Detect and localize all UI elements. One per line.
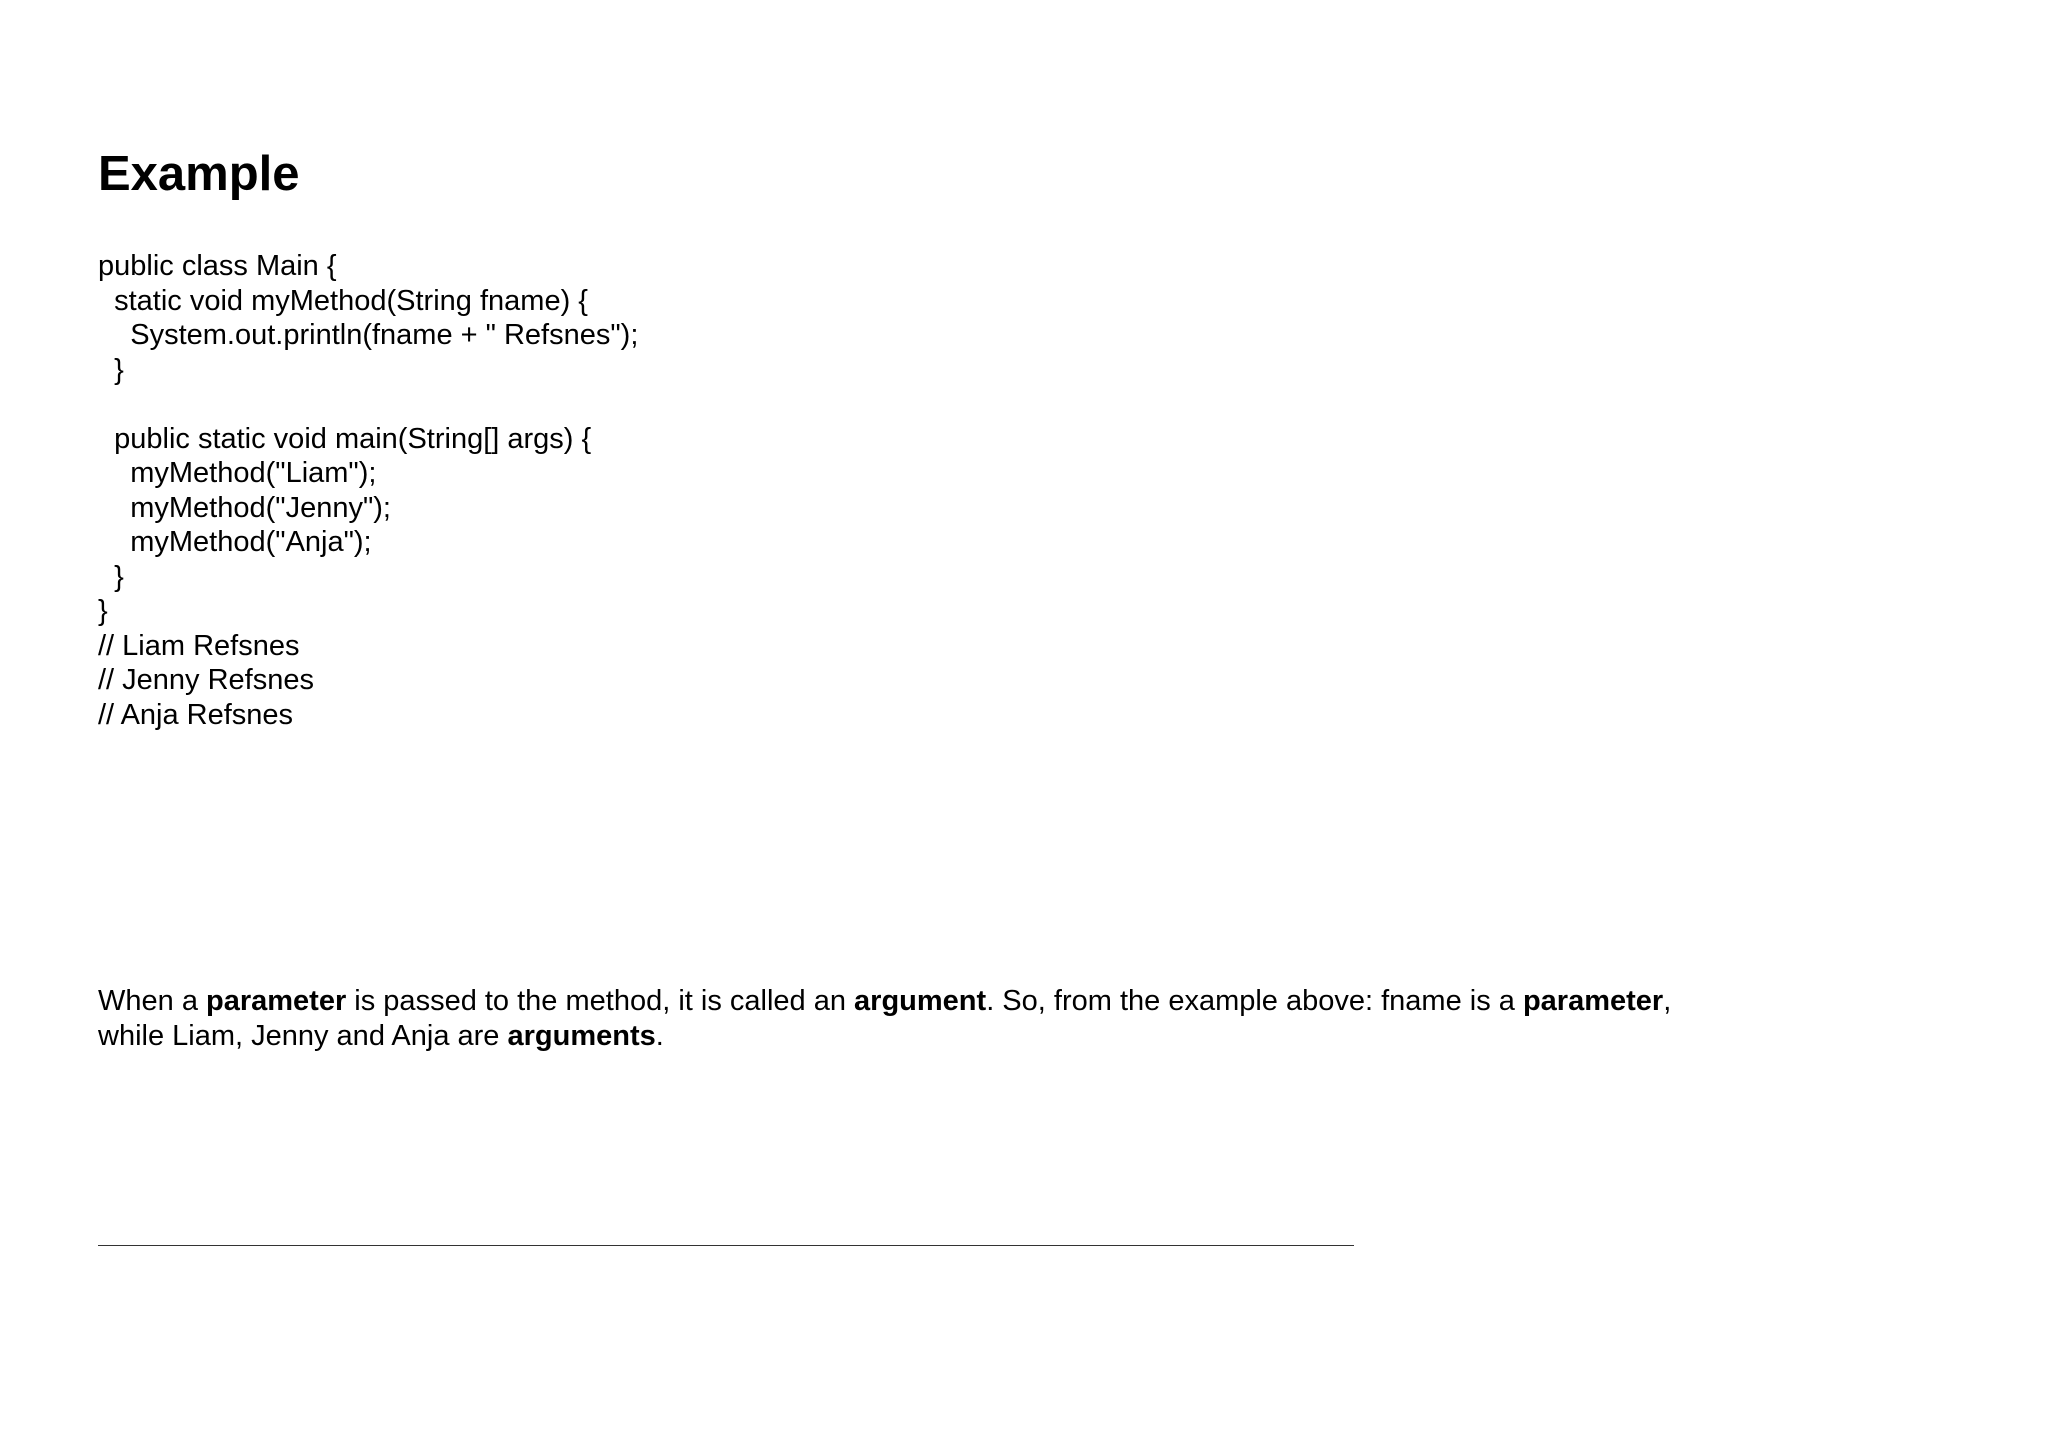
code-line: static void myMethod(String fname) { [98,284,588,317]
term-parameter: parameter [206,985,347,1017]
explanation-paragraph [98,984,1738,1053]
paragraph-text: is passed to the method, it is called an [346,985,855,1017]
code-line: } [98,353,124,386]
paragraph-text: . [655,1019,664,1052]
code-comment-line: // Liam Refsnes [98,629,300,662]
paragraph-text: When a [98,985,206,1017]
code-comment-line: // Jenny Refsnes [98,664,314,696]
code-line: myMethod("Liam"); [98,457,377,489]
code-line: myMethod("Jenny"); [98,491,391,524]
code-line: public static void main(String[] args) { [98,422,592,455]
code-line: } [98,560,124,593]
code-line: public class Main { [98,250,337,282]
code-line: System.out.println(fname + " Refsnes"); [98,319,639,351]
term-arguments: arguments [507,1019,656,1052]
term-parameter: parameter [1522,985,1664,1017]
code-line: myMethod("Anja"); [98,526,372,558]
example-heading: Example [98,147,300,201]
code-line-blank [98,387,638,422]
paragraph-text: , while Liam, Jenny and Anja are [98,985,1672,1052]
code-example [98,249,638,732]
code-comment-line: // Anja Refsnes [98,698,294,731]
horizontal-divider [98,1245,1354,1246]
code-line: } [98,595,108,627]
term-argument: argument [854,985,987,1017]
paragraph-text: . So, from the example above: fname is a [986,985,1523,1017]
